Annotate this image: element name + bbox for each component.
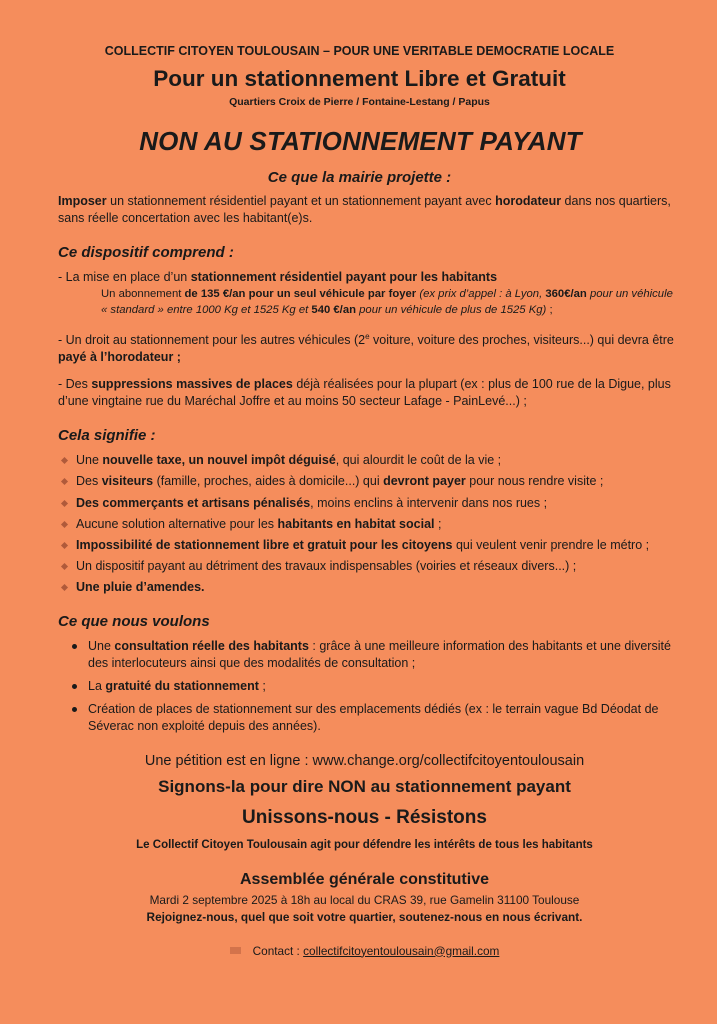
bold-text: visiteurs <box>101 474 154 489</box>
list-item <box>62 493 677 514</box>
flyer-subtitle: Quartiers Croix de Pierre / Fontaine-Lestang / Papus <box>229 96 490 108</box>
contact-email-link[interactable]: collectifcitoyentoulousain@gmail.com <box>303 943 500 958</box>
list-item <box>62 577 677 598</box>
text: ; <box>434 516 442 531</box>
dispositif-item-3 <box>58 376 677 410</box>
superscript: e <box>365 332 370 341</box>
bold-text: gratuité du stationnement <box>105 678 259 693</box>
signons-text: Signons-la pour dire NON au stationnement payant <box>158 776 571 796</box>
bold-text: Impossibilité de stationnement libre et gratuit pour les citoyens <box>76 537 453 552</box>
list-item <box>62 556 677 577</box>
text: qui veulent venir prendre le métro ; <box>452 537 650 552</box>
text: un stationnement résidentiel payant et un stationnement payant avec <box>106 194 496 208</box>
text: pour nous rendre visite ; <box>465 474 604 489</box>
italic-text: pour un véhicule « standard » entre 1000 Kg et 1525 Kg et <box>101 288 673 316</box>
bold-text: payé à l’horodateur ; <box>58 350 181 365</box>
list-item <box>72 701 677 735</box>
list-item <box>62 471 677 492</box>
list-item <box>62 450 677 471</box>
rejoignez-text: Rejoignez-nous, quel que soit votre quartier, soutenez-nous en nous écrivant. <box>146 909 583 924</box>
dot-bullet-icon <box>72 684 77 689</box>
diamond-bullet-icon <box>61 478 68 485</box>
projette-paragraph <box>58 193 677 227</box>
diamond-bullet-icon <box>61 457 68 464</box>
list-item <box>72 638 677 672</box>
text: La <box>88 678 106 693</box>
dispositif-item-2 <box>58 328 677 366</box>
text: Une <box>76 453 103 468</box>
text: ; <box>258 678 266 693</box>
text: (famille, proches, aides à domicile...) qui <box>153 474 384 489</box>
text: dans nos quartiers, sans réelle concertation avec les habitant(e)s. <box>58 194 671 225</box>
text: - Un droit au stationnement pour les autres véhicules (2 <box>58 333 366 348</box>
bold-text: Une pluie d’amendes. <box>76 580 205 595</box>
text: Des <box>76 474 102 489</box>
text: - La mise en place d’un <box>58 270 191 284</box>
text: voiture, voiture des proches, visiteurs...) qui devra être <box>369 333 674 348</box>
text: Création de places de stationnement sur des emplacements dédiés (ex : le terrain vague Bd Déodat de Séverac non exploité depuis des années). <box>88 701 659 733</box>
mail-icon <box>230 947 241 954</box>
voulons-list <box>58 638 677 735</box>
diamond-bullet-icon <box>61 521 68 528</box>
bold-text: devront payer <box>383 474 466 489</box>
diamond-bullet-icon <box>61 563 68 570</box>
unissons-text: Unissons-nous - Résistons <box>242 806 487 828</box>
text: ; <box>546 304 553 316</box>
bold-text: stationnement résidentiel payant pour les habitants <box>190 270 498 284</box>
headline: NON AU STATIONNEMENT PAYANT <box>139 126 582 156</box>
organization-name: COLLECTIF CITOYEN TOULOUSAIN – POUR UNE VERITABLE DEMOCRATIE LOCALE <box>104 44 615 58</box>
text: Un abonnement <box>101 288 185 300</box>
text: - Des <box>58 377 92 392</box>
section-heading-projette: Ce que la mairie projette : <box>267 169 452 186</box>
diamond-bullet-icon <box>61 500 68 507</box>
text: , moins enclins à intervenir dans nos rues ; <box>310 495 548 510</box>
diamond-bullet-icon <box>61 584 68 591</box>
signifie-list <box>58 450 677 598</box>
bold-text: nouvelle taxe, un nouvel impôt déguisé <box>102 453 336 468</box>
text: Aucune solution alternative pour les <box>76 516 278 531</box>
list-item <box>72 678 677 695</box>
assemblee-heading: Assemblée générale constitutive <box>240 870 489 888</box>
bold-text: Des commerçants et artisans pénalisés <box>76 495 311 510</box>
list-item <box>62 535 677 556</box>
text: , qui alourdit le coût de la vie ; <box>335 453 502 468</box>
dispositif-item-1 <box>58 269 677 286</box>
bold-text: Imposer <box>58 194 107 208</box>
bold-text: horodateur <box>495 194 562 208</box>
dot-bullet-icon <box>72 707 77 712</box>
collectif-statement: Le Collectif Citoyen Toulousain agit pour défendre les intérêts de tous les habitants <box>136 838 593 851</box>
bold-text: 540 €/an <box>311 304 356 316</box>
bold-text: consultation réelle des habitants <box>114 638 309 653</box>
text: Un dispositif payant au détriment des travaux indispensables (voiries et réseaux divers...) ; <box>76 559 577 574</box>
assemblee-date: Mardi 2 septembre 2025 à 18h au local du CRAS 39, rue Gamelin 31100 Toulouse <box>149 892 580 907</box>
bold-text: de 135 €/an pour un seul véhicule par foyer <box>184 288 417 300</box>
section-heading-voulons: Ce que nous voulons <box>58 612 210 630</box>
diamond-bullet-icon <box>61 542 68 549</box>
list-item <box>62 514 677 535</box>
section-heading-dispositif: Ce dispositif comprend : <box>58 244 234 261</box>
dot-bullet-icon <box>72 644 77 649</box>
petition-text: Une pétition est en ligne : www.change.org/collectifcitoyentoulousain <box>144 752 585 769</box>
text: déjà réalisées pour la plupart (ex : plus de 100 rue de la Digue, plus d’une vingtaine rue du Maréchal Joffre et au moins 50 secteur Lafage - PainLevé...) ; <box>58 377 671 409</box>
bold-text: habitants en habitat social <box>277 516 435 531</box>
bold-text: suppressions massives de places <box>91 377 293 392</box>
contact-label: Contact : <box>252 943 304 958</box>
section-heading-signifie: Cela signifie : <box>58 427 156 445</box>
flyer-title: Pour un stationnement Libre et Gratuit <box>153 66 566 91</box>
text: : grâce à une meilleure information des habitants et une diversité des interlocuteurs ainsi que des modalités de consultation ; <box>88 638 671 670</box>
italic-text: pour un véhicule de plus de 1525 Kg) <box>356 304 547 316</box>
italic-text: (ex prix d’appel : à Lyon, <box>416 288 546 300</box>
text: Une <box>88 638 115 653</box>
bold-text: 360€/an <box>545 288 587 300</box>
contact-line <box>52 944 677 958</box>
dispositif-detail <box>58 286 677 318</box>
